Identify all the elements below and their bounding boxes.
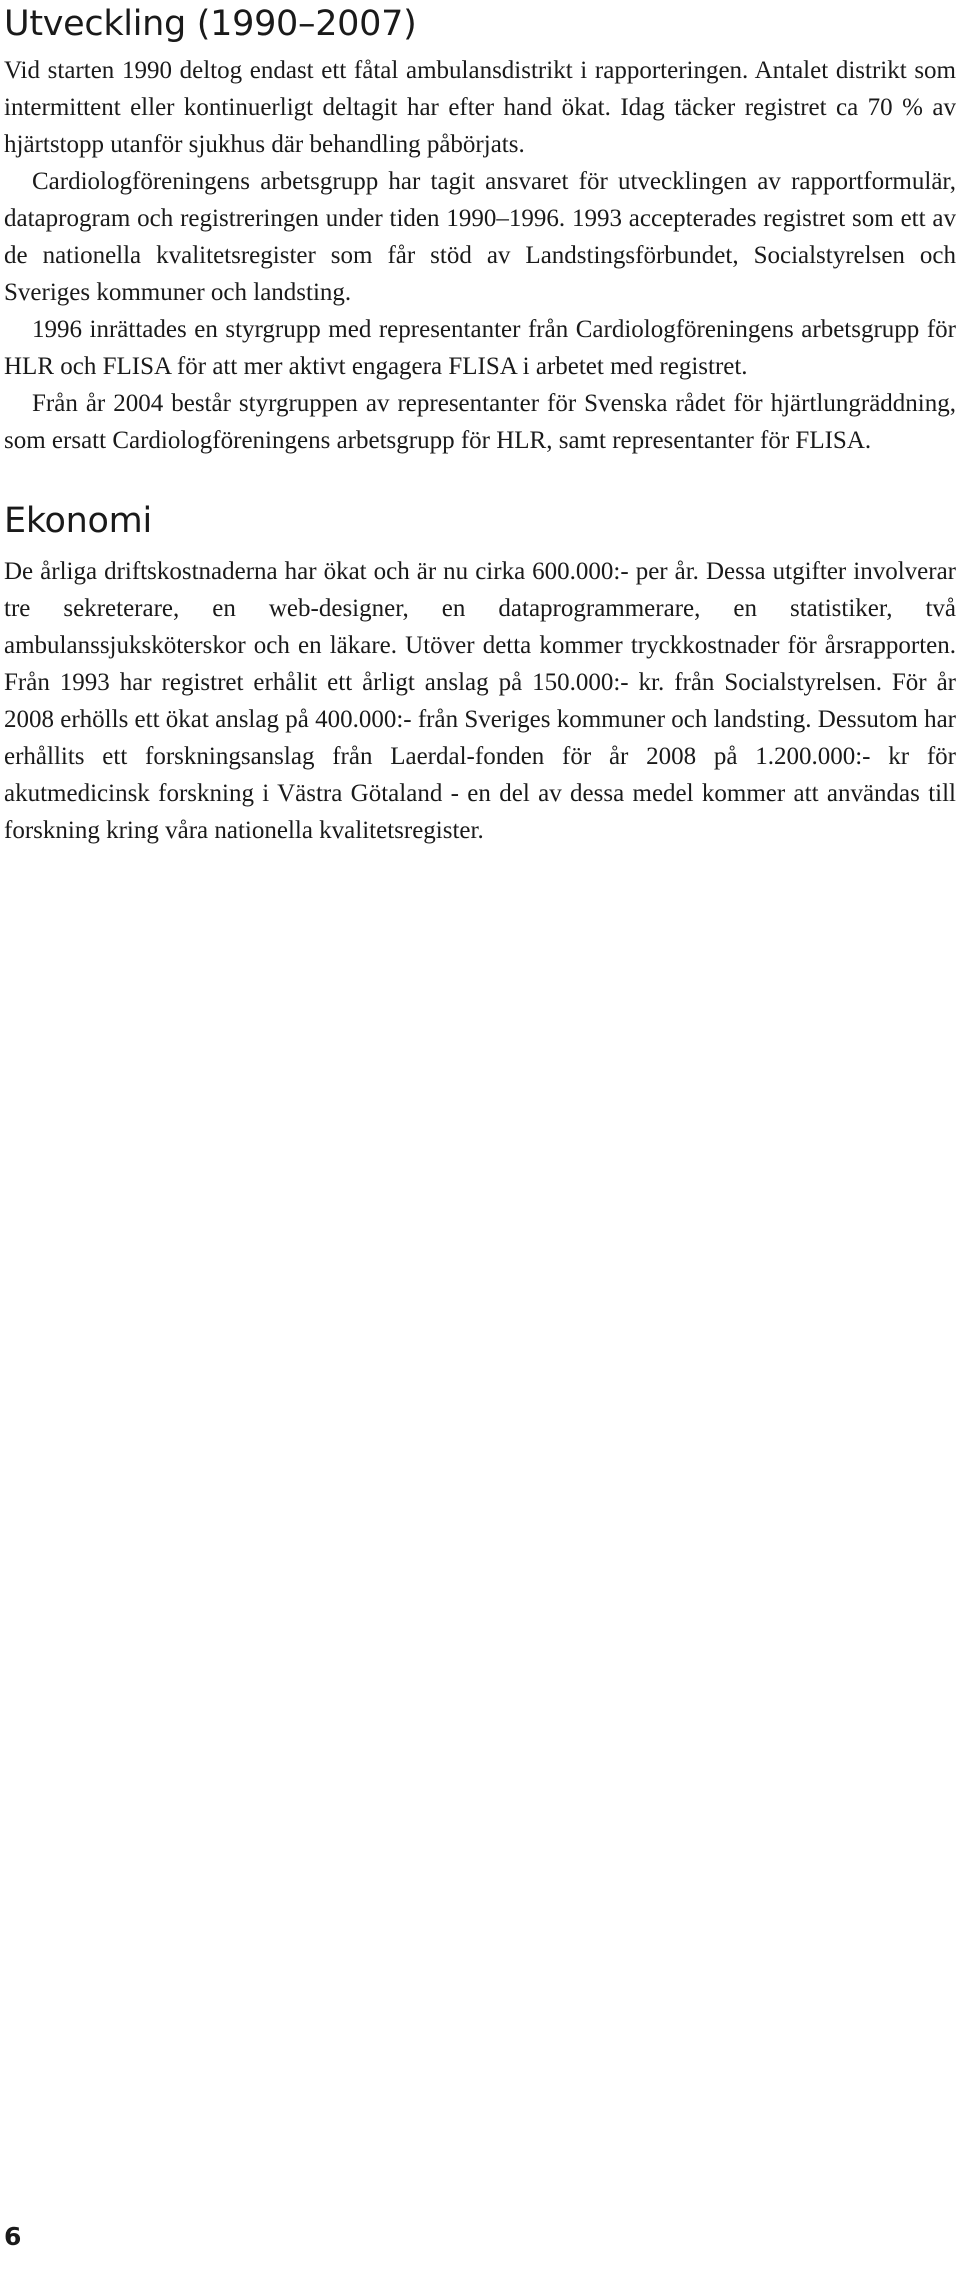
document-content [4, 0, 956, 849]
paragraph: Vid starten 1990 deltog endast ett fåtal ambulansdistrikt i rapporteringen. Antalet distrikt som intermittent eller kontinuerligt deltagit har efter hand ökat. Idag täcker registret ca 70 % av hjärtstopp utanför sjukhus där behandling påbörjats. [4, 57, 956, 158]
paragraph: Från år 2004 består styrgruppen av representanter för Svenska rådet för hjärtlungräddning, som ersatt Cardiologföreningens arbetsgrupp för HLR, samt representanter för FLISA. [4, 390, 956, 454]
paragraph: 1996 inrättades en styrgrupp med representanter från Cardiologföreningens arbetsgrupp för HLR och FLISA för att mer aktivt engagera FLISA i arbetet med registret. [4, 316, 956, 380]
paragraph: Cardiologföreningens arbetsgrupp har tagit ansvaret för utvecklingen av rapportformulär, dataprogram och registreringen under tiden 1990–1996. 1993 accepterades registret som ett av de nationella kvalitetsregister som får stöd av Landstingsförbundet, Socialstyrelsen och Sveriges kommuner och landsting. [4, 168, 956, 306]
paragraph: De årliga driftskostnaderna har ökat och är nu cirka 600.000:- per år. Dessa utgifter involverar tre sekreterare, en web-designer, en dataprogrammerare, en statistiker, två ambulanssjuksköterskor och en läkare. Utöver detta kommer tryckkostnader för årsrapporten. Från 1993 har registret erhålit ett årligt anslag på 150.000:- kr. från Socialstyrelsen. För år 2008 erhölls ett ökat anslag på 400.000:- från Sveriges kommuner och landsting. Dessutom har erhållits ett forskningsanslag från Laerdal-fonden för år 2008 på 1.200.000:- kr för akutmedicinsk forskning i Västra Götaland - en del av dessa medel kommer att användas till forskning kring våra nationella kvalitetsregister. [4, 558, 956, 844]
page-number: 6 [4, 2222, 22, 2251]
section-heading-ekonomi: Ekonomi [4, 501, 152, 541]
section-heading-utveckling: Utveckling (1990–2007) [4, 4, 417, 44]
